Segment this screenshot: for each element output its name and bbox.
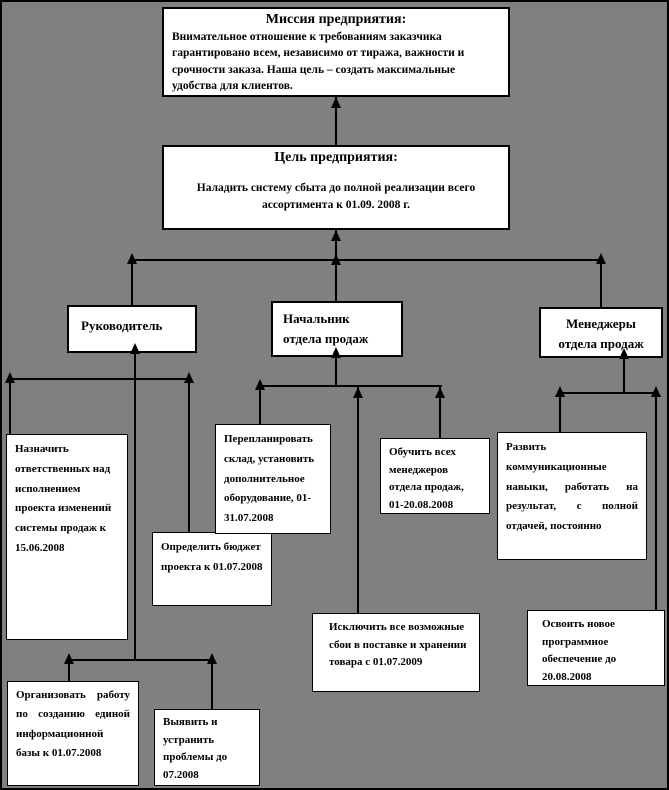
task-eliminate-failures-box bbox=[312, 613, 480, 692]
task-fix-problems-text: Выявить и устранить проблемы до 07.2008 bbox=[163, 716, 228, 781]
task-define-budget-text: Определить бюджет проекта к 01.07.2008 bbox=[161, 541, 263, 573]
goal-box bbox=[162, 145, 510, 230]
task-assign-responsible-text: Назначить ответственных над исполнением проекта изменений системы продаж к 15.06.2008 bbox=[15, 443, 112, 554]
connector-line bbox=[260, 385, 442, 387]
task-replan-warehouse-box bbox=[215, 424, 331, 534]
connector-line bbox=[655, 393, 657, 610]
connector-line bbox=[69, 659, 212, 661]
connector-line bbox=[10, 378, 189, 380]
connector-line bbox=[559, 393, 561, 432]
connector-line bbox=[335, 357, 337, 386]
role-sales-managers-box bbox=[539, 307, 663, 358]
role-leader-label: Руководитель bbox=[81, 318, 163, 333]
arrow-up-icon bbox=[331, 347, 341, 358]
connector-line bbox=[211, 660, 213, 709]
role-sales-head-line1: Начальник bbox=[283, 311, 350, 326]
mission-box bbox=[162, 7, 510, 97]
connector-line bbox=[439, 387, 441, 438]
connector-line bbox=[134, 353, 136, 660]
task-create-database-text: Организовать работу по созданию единой информационной базы к 01.07.2008 bbox=[16, 689, 130, 759]
connector-line bbox=[623, 358, 625, 393]
task-fix-problems-box bbox=[154, 709, 260, 786]
connector-line bbox=[131, 260, 133, 305]
task-replan-warehouse-text: Перепланировать склад, установить дополнительное оборудование, 01-31.07.2008 bbox=[224, 433, 315, 525]
mission-text: Внимательное отношение к требованиям заказчика гарантировано всем, независимо от тиража, важности и срочности заказа. Наша цель – создать максимальные удобства для клиентов. bbox=[172, 31, 465, 92]
role-sales-head-line2: отдела продаж bbox=[283, 330, 369, 346]
connector-line bbox=[357, 387, 359, 613]
task-develop-skills-box bbox=[497, 432, 647, 560]
task-master-software-text: Освоить новое программное обеспечение до 20.08.2008 bbox=[542, 618, 617, 683]
task-train-managers-text: Обучить всех менеджеров отдела продаж, 01-20.08.2008 bbox=[389, 446, 464, 511]
connector-line bbox=[335, 230, 337, 302]
task-train-managers-box bbox=[380, 438, 490, 514]
task-create-database-box bbox=[7, 681, 139, 786]
goal-text: Наладить систему сбыта до полной реализации всего ассортимента к 01.09. 2008 г. bbox=[196, 182, 476, 211]
task-define-budget-box bbox=[152, 532, 272, 606]
connector-line bbox=[188, 379, 190, 532]
connector-line bbox=[600, 260, 602, 307]
arrow-up-icon bbox=[130, 343, 140, 354]
connector-line bbox=[335, 97, 337, 145]
task-master-software-box bbox=[527, 610, 665, 686]
goal-title: Цель предприятия: bbox=[274, 150, 398, 165]
connector-line bbox=[132, 259, 601, 261]
role-sales-managers-line2: отдела продаж bbox=[558, 335, 644, 351]
task-assign-responsible-box bbox=[6, 434, 128, 640]
task-eliminate-failures-text: Исключить все возможные сбои в поставке и хранении товара с 01.07.2009 bbox=[329, 621, 467, 669]
connector-line bbox=[9, 379, 11, 434]
mission-title: Миссия предприятия: bbox=[265, 12, 407, 27]
connector-line bbox=[560, 392, 656, 394]
connector-line bbox=[259, 386, 261, 424]
arrow-up-icon bbox=[619, 348, 629, 359]
role-sales-managers-line1: Менеджеры bbox=[566, 316, 636, 331]
connector-line bbox=[68, 660, 70, 681]
task-develop-skills-text: Развить коммуникационные навыки, работать на результат, с полной отдачей, постоянно bbox=[506, 441, 638, 533]
